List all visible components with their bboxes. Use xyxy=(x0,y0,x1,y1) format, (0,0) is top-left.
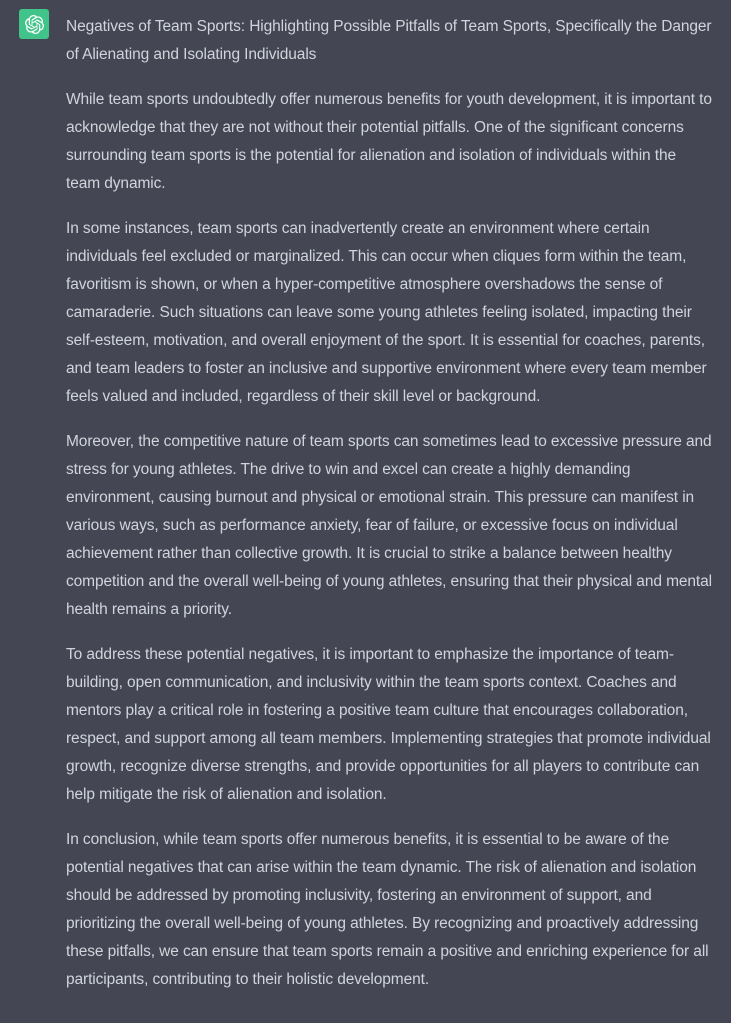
message-paragraph: In conclusion, while team sports offer numerous benefits, it is essential to be aware of the potential negatives that can arise within the team dynamic. The risk of alienation and isolation should be addressed by promoting inclusivity, fostering an environment of support, and prioritizing the overall well-being of young athletes. By recognizing and proactively addressing these pitfalls, we can ensure that team sports remain a positive and enriching experience for all participants, contributing to their holistic development. xyxy=(66,831,709,988)
message-paragraph: To address these potential negatives, it is important to emphasize the importance of team-building, open communication, and inclusivity within the team sports context. Coaches and mentors play a critical role in fostering a positive team culture that encourages collaboration, respect, and support among all team members. Implementing strategies that promote individual growth, recognize diverse strengths, and provide opportunities for all players to contribute can help mitigate the risk of alienation and isolation. xyxy=(66,646,711,803)
message-paragraph: While team sports undoubtedly offer numerous benefits for youth development, it is important to acknowledge that they are not without their potential pitfalls. One of the significant concerns surrounding team sports is the potential for alienation and isolation of individuals within the team dynamic. xyxy=(66,91,712,192)
assistant-avatar xyxy=(19,9,49,39)
message-paragraph: In some instances, team sports can inadvertently create an environment where certain individuals feel excluded or marginalized. This can occur when cliques form within the team, favoritism is shown, or when a hyper-competitive atmosphere overshadows the sense of camaraderie. Such situations can leave some young athletes feeling isolated, impacting their self-esteem, motivation, and overall enjoyment of the sport. It is essential for coaches, parents, and team leaders to foster an inclusive and supportive environment where every team member feels valued and included, regardless of their skill level or background. xyxy=(66,220,707,405)
message-paragraph: Moreover, the competitive nature of team sports can sometimes lead to excessive pressure and stress for young athletes. The drive to win and excel can create a highly demanding environment, causing burnout and physical or emotional strain. This pressure can manifest in various ways, such as performance anxiety, fear of failure, or excessive focus on individual achievement rather than collective growth. It is crucial to strike a balance between healthy competition and the overall well-being of young athletes, ensuring that their physical and mental health remains a priority. xyxy=(66,433,713,618)
message-title: Negatives of Team Sports: Highlighting Possible Pitfalls of Team Sports, Specifically the Danger of Alienating and Isolating Individuals xyxy=(66,18,712,63)
openai-logo-icon xyxy=(25,15,44,34)
message-content xyxy=(66,8,713,994)
